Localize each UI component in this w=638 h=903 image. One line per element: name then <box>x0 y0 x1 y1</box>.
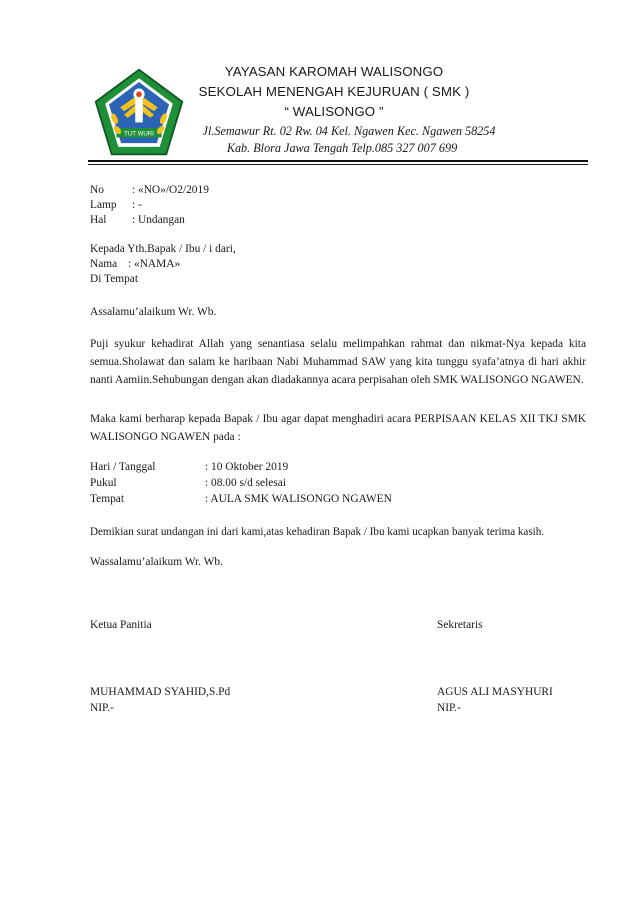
no-label: No <box>90 184 104 196</box>
foundation-name: YAYASAN KAROMAH WALISONGO <box>224 64 444 79</box>
di-tempat: Di Tempat <box>90 273 139 285</box>
closing-sentence: Demikian surat undangan ini dari kami,atas kehadiran Bapak / Ibu kami ucapkan banyak terima kasih. <box>90 526 545 538</box>
time-label: Pukul <box>90 477 117 489</box>
place-value: : AULA SMK WALISONGO NGAWEN <box>205 493 392 505</box>
address-line-2: Kab. Blora Jawa Tengah Telp.085 327 007 699 <box>226 141 458 155</box>
nama-value: : «NAMA» <box>128 258 181 270</box>
nama-label: Nama <box>90 258 118 270</box>
paragraph-invitation: Maka kami berharap kepada Bapak / Ibu agar dapat menghadiri acara PERPISAAN KELAS XII TKJ SMK WALISONGO NGAWEN pada : <box>90 413 586 443</box>
right-signer-name: AGUS ALI MASYHURI <box>437 686 553 698</box>
right-signer-nip: NIP.- <box>437 702 461 714</box>
paragraph-opening: Puji syukur kehadirat Allah yang senantiasa selalu melimpahkan rahmat dan nikmat-Nya kepada kita semua.Sholawat dan salam ke haribaan Nabi Muhammad SAW yang kita tunggu syafa’atnya di hari akhir nanti Aamiin.Sehubungan dengan akan diadakannya acara perpisahan oleh SMK WALISONGO NGAWEN. <box>90 338 586 386</box>
recipient-line: Kepada Yth.Bapak / Ibu / i dari, <box>90 243 236 255</box>
right-signer-title: Sekretaris <box>437 619 483 631</box>
lamp-label: Lamp <box>90 199 117 211</box>
lamp-value: : - <box>132 199 142 211</box>
left-signer-name: MUHAMMAD SYAHID,S.Pd <box>90 686 231 698</box>
address-line-1: Jl.Semawur Rt. 02 Rw. 04 Kel. Ngawen Kec. Ngawen 58254 <box>202 124 496 138</box>
hal-value: : Undangan <box>132 214 185 226</box>
header-rule-thin <box>88 164 588 165</box>
header-rule-thick <box>88 160 588 162</box>
greeting: Assalamu’alaikum Wr. Wb. <box>90 306 217 318</box>
school-name: “ WALISONGO ” <box>284 104 384 119</box>
hal-label: Hal <box>90 214 107 226</box>
farewell: Wassalamu’alaikum Wr. Wb. <box>90 556 223 568</box>
date-label: Hari / Tanggal <box>90 461 156 473</box>
date-value: : 10 Oktober 2019 <box>205 461 289 473</box>
left-signer-nip: NIP.- <box>90 702 114 714</box>
place-label: Tempat <box>90 493 124 505</box>
time-value: : 08.00 s/d selesai <box>205 477 286 489</box>
no-value: : «NO»/O2/2019 <box>132 184 209 196</box>
left-signer-title: Ketua Panitia <box>90 619 152 631</box>
logo-text: TUT WURI <box>124 130 154 138</box>
school-type: SEKOLAH MENENGAH KEJURUAN ( SMK ) <box>198 84 470 99</box>
